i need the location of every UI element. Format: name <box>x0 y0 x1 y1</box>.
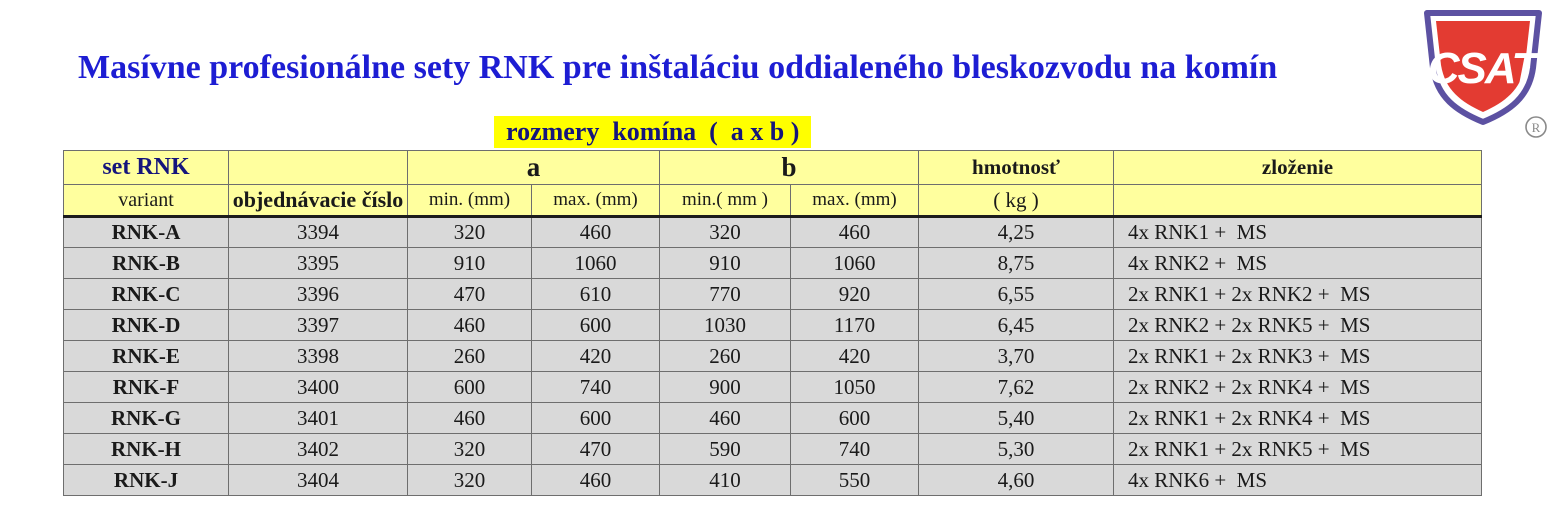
b-max-cell: 740 <box>791 434 919 465</box>
b-max-cell: 1170 <box>791 310 919 341</box>
table-row <box>64 465 1482 496</box>
table-row <box>64 403 1482 434</box>
registered-trademark-icon <box>1526 117 1546 137</box>
b-max-cell: 550 <box>791 465 919 496</box>
variant-cell: RNK-D <box>64 310 229 341</box>
b-min-cell: 770 <box>660 279 791 310</box>
a-min-cell: 320 <box>408 465 532 496</box>
header-blank-cell <box>1114 185 1482 217</box>
composition-cell: 4x RNK1 + MS <box>1114 217 1482 248</box>
b-max-cell: 600 <box>791 403 919 434</box>
composition-cell: 2x RNK2 + 2x RNK4 + MS <box>1114 372 1482 403</box>
composition-cell: 4x RNK6 + MS <box>1114 465 1482 496</box>
col-header-a: a <box>408 151 660 185</box>
b-min-cell: 410 <box>660 465 791 496</box>
table-row <box>64 372 1482 403</box>
header-blank-cell <box>229 151 408 185</box>
col-header-composition: zloženie <box>1114 151 1482 185</box>
order-cell: 3395 <box>229 248 408 279</box>
table-row <box>64 310 1482 341</box>
weight-cell: 5,40 <box>919 403 1114 434</box>
b-min-cell: 260 <box>660 341 791 372</box>
a-max-cell: 460 <box>532 217 660 248</box>
a-max-cell: 600 <box>532 403 660 434</box>
b-max-cell: 1060 <box>791 248 919 279</box>
a-min-cell: 460 <box>408 310 532 341</box>
csat-brand-text: CSAT <box>1427 44 1537 93</box>
order-cell: 3396 <box>229 279 408 310</box>
weight-cell: 4,60 <box>919 465 1114 496</box>
table-row <box>64 217 1482 248</box>
a-min-cell: 260 <box>408 341 532 372</box>
a-max-cell: 460 <box>532 465 660 496</box>
variant-cell: RNK-B <box>64 248 229 279</box>
order-cell: 3401 <box>229 403 408 434</box>
a-min-cell: 600 <box>408 372 532 403</box>
variant-cell: RNK-C <box>64 279 229 310</box>
b-min-cell: 1030 <box>660 310 791 341</box>
weight-cell: 5,30 <box>919 434 1114 465</box>
a-max-cell: 420 <box>532 341 660 372</box>
order-cell: 3404 <box>229 465 408 496</box>
b-min-cell: 910 <box>660 248 791 279</box>
composition-cell: 2x RNK1 + 2x RNK2 + MS <box>1114 279 1482 310</box>
b-max-cell: 460 <box>791 217 919 248</box>
composition-cell: 2x RNK1 + 2x RNK4 + MS <box>1114 403 1482 434</box>
weight-cell: 7,62 <box>919 372 1114 403</box>
composition-cell: 4x RNK2 + MS <box>1114 248 1482 279</box>
order-cell: 3394 <box>229 217 408 248</box>
weight-cell: 4,25 <box>919 217 1114 248</box>
table-row <box>64 434 1482 465</box>
col-header-a-max: max. (mm) <box>532 185 660 217</box>
b-min-cell: 460 <box>660 403 791 434</box>
a-max-cell: 470 <box>532 434 660 465</box>
a-min-cell: 320 <box>408 217 532 248</box>
table-row <box>64 341 1482 372</box>
a-max-cell: 1060 <box>532 248 660 279</box>
csat-logo <box>1416 6 1550 140</box>
weight-cell: 6,45 <box>919 310 1114 341</box>
variant-cell: RNK-J <box>64 465 229 496</box>
a-min-cell: 470 <box>408 279 532 310</box>
a-min-cell: 320 <box>408 434 532 465</box>
col-header-b: b <box>660 151 919 185</box>
col-header-weight: hmotnosť <box>919 151 1114 185</box>
weight-cell: 8,75 <box>919 248 1114 279</box>
col-header-order-number: objednávacie číslo <box>229 185 408 217</box>
variant-cell: RNK-H <box>64 434 229 465</box>
svg-text:R: R <box>1531 120 1541 135</box>
a-max-cell: 600 <box>532 310 660 341</box>
col-header-b-max: max. (mm) <box>791 185 919 217</box>
a-min-cell: 460 <box>408 403 532 434</box>
order-cell: 3397 <box>229 310 408 341</box>
col-header-a-min: min. (mm) <box>408 185 532 217</box>
b-min-cell: 320 <box>660 217 791 248</box>
weight-cell: 6,55 <box>919 279 1114 310</box>
rnk-sets-table <box>63 150 1482 496</box>
composition-cell: 2x RNK2 + 2x RNK5 + MS <box>1114 310 1482 341</box>
header-row-1 <box>64 151 1482 185</box>
variant-cell: RNK-G <box>64 403 229 434</box>
b-max-cell: 420 <box>791 341 919 372</box>
table-row <box>64 279 1482 310</box>
composition-cell: 2x RNK1 + 2x RNK3 + MS <box>1114 341 1482 372</box>
chimney-dimensions-banner: rozmery komína ( a x b ) <box>494 116 811 148</box>
col-header-set-rnk: set RNK <box>64 151 229 185</box>
variant-cell: RNK-F <box>64 372 229 403</box>
composition-cell: 2x RNK1 + 2x RNK5 + MS <box>1114 434 1482 465</box>
order-cell: 3398 <box>229 341 408 372</box>
header-row-2 <box>64 185 1482 217</box>
page-title: Masívne profesionálne sety RNK pre inštaláciu oddialeného bleskozvodu na komín <box>78 49 1278 86</box>
col-header-kg: ( kg ) <box>919 185 1114 217</box>
variant-cell: RNK-E <box>64 341 229 372</box>
a-min-cell: 910 <box>408 248 532 279</box>
table-row <box>64 248 1482 279</box>
a-max-cell: 740 <box>532 372 660 403</box>
csat-shield-icon <box>1416 6 1550 140</box>
b-max-cell: 1050 <box>791 372 919 403</box>
col-header-b-min: min.( mm ) <box>660 185 791 217</box>
a-max-cell: 610 <box>532 279 660 310</box>
order-cell: 3400 <box>229 372 408 403</box>
b-min-cell: 900 <box>660 372 791 403</box>
weight-cell: 3,70 <box>919 341 1114 372</box>
col-header-variant: variant <box>64 185 229 217</box>
b-min-cell: 590 <box>660 434 791 465</box>
order-cell: 3402 <box>229 434 408 465</box>
b-max-cell: 920 <box>791 279 919 310</box>
variant-cell: RNK-A <box>64 217 229 248</box>
